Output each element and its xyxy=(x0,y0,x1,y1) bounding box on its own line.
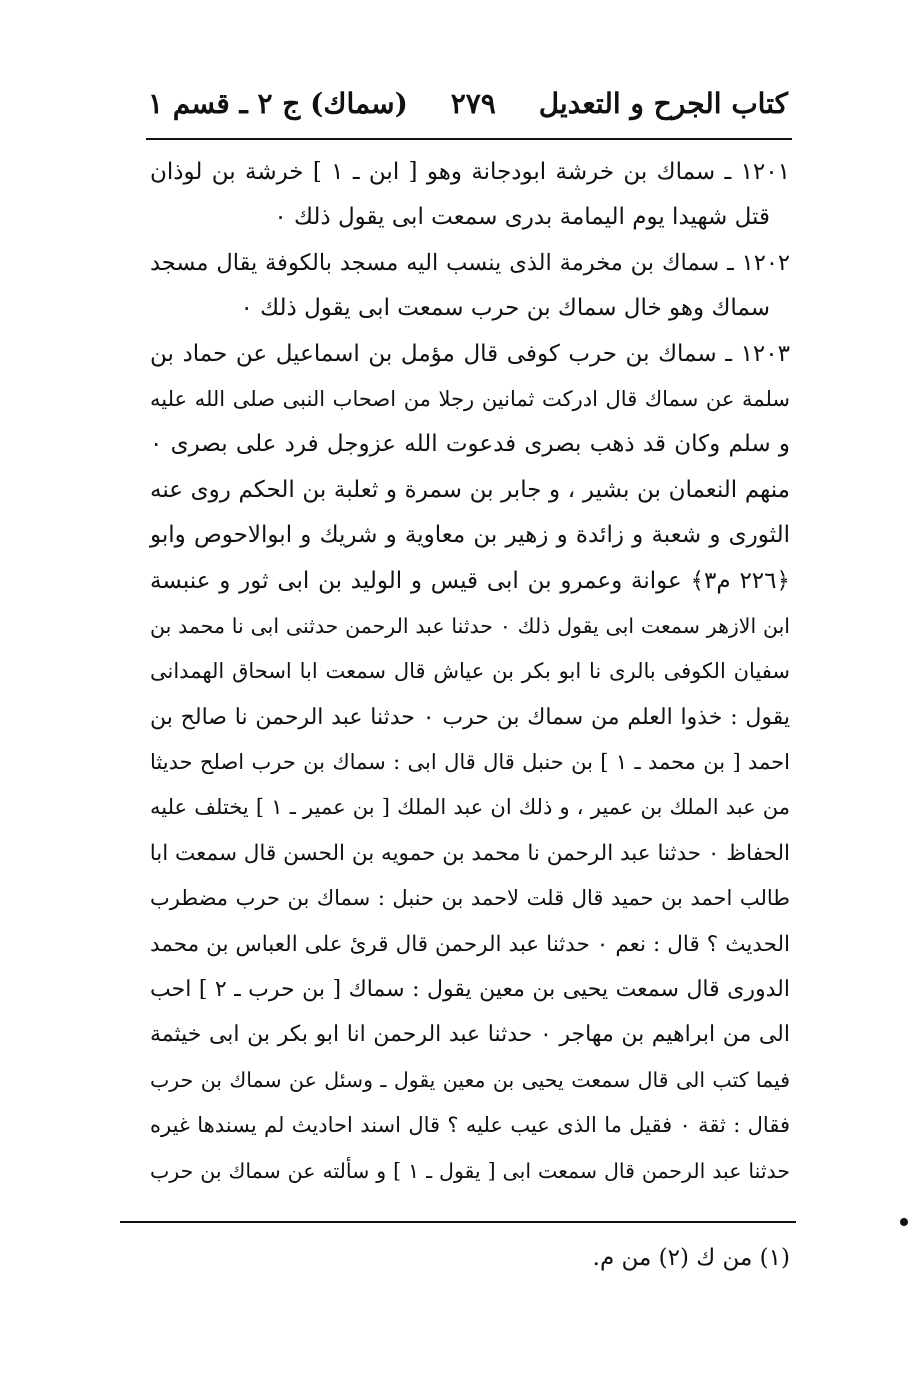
entry-1202-line-1: ١٢٠٢ ـ سماك بن مخرمة الذى ينسب اليه مسجد بالكوفة يقال مسجد xyxy=(150,249,790,276)
entry-1203-line-4: منهم النعمان بن بشير ، و جابر بن سمرة و ثعلبة بن الحكم روى عنه xyxy=(150,476,790,503)
entry-1203-line-13: طالب احمد بن حميد قال قلت لاحمد بن حنبل : سماك بن حرب مضطرب xyxy=(150,886,790,911)
running-header xyxy=(148,78,788,128)
footnote-rule xyxy=(120,1221,796,1223)
margin-mark xyxy=(900,1218,908,1226)
entry-1203-line-19: حدثنا عبد الرحمن قال سمعت ابى [ يقول ـ ١ ] و سألته عن سماك بن حرب xyxy=(150,1158,790,1183)
entry-1203-line-16: الى من ابراهيم بن مهاجر ٠ حدثنا عبد الرحمن انا ابو بكر بن ابى خيثمة xyxy=(150,1022,790,1048)
entry-1201-line-1: ١٢٠١ ـ سماك بن خرشة ابودجانة وهو [ ابن ـ ١ ] خرشة بن لوذان xyxy=(150,159,790,185)
footnote: (١) من ك (٢) من م. xyxy=(592,1245,790,1271)
entry-1203-line-5: الثورى و شعبة و زائدة و زهير بن معاوية و شريك و ابوالاحوص وابو xyxy=(150,522,790,549)
entry-1203-line-12: الحفاظ ٠ حدثنا عبد الرحمن نا محمد بن حمويه بن الحسن قال سمعت ابا xyxy=(149,840,790,866)
entry-1201-line-2: قتل شهيدا يوم اليمامة بدرى سمعت ابى يقول ذلك ٠ xyxy=(274,204,770,231)
entry-1203-line-14: الحديث ؟ قال : نعم ٠ حدثنا عبد الرحمن قال قرئ على العباس بن محمد xyxy=(150,931,790,957)
book-title: كتاب الجرح و التعديل xyxy=(538,86,788,120)
section-label: (سماك) ج ٢ ـ قسم ١ xyxy=(148,86,408,120)
header-rule xyxy=(146,138,792,140)
entry-1203-line-9: يقول : خذوا العلم من سماك بن حرب ٠ حدثنا عبد الرحمن نا صالح بن xyxy=(150,704,791,730)
entry-1203-line-18: فقال : ثقة ٠ فقيل ما الذى عيب عليه ؟ قال اسند احاديث لم يسندها غيره xyxy=(150,1113,790,1138)
entry-1203-line-2: سلمة عن سماك قال ادركت ثمانين رجلا من اصحاب النبى صلى الله عليه xyxy=(150,386,790,411)
main-text xyxy=(150,150,790,1194)
entry-1203-line-3: و سلم وكان قد ذهب بصرى فدعوت الله عزوجل فرد على بصرى ٠ xyxy=(150,431,790,458)
entry-1203-line-7: ابن الازهر سمعت ابى يقول ذلك ٠ حدثنا عبد الرحمن حدثنى ابى نا محمد بن xyxy=(150,613,791,638)
entry-1203-line-17: فيما كتب الى قال سمعت يحيى بن معين يقول ـ وسئل عن سماك بن حرب xyxy=(150,1067,790,1092)
entry-1203-line-8: سفيان الكوفى بالرى نا ابو بكر بن عياش قال سمعت ابا اسحاق الهمدانى xyxy=(150,659,790,684)
entry-1202-line-2: سماك وهو خال سماك بن حرب سمعت ابى يقول ذلك ٠ xyxy=(240,295,770,322)
entry-1203-line-15: الدورى قال سمعت يحيى بن معين يقول : سماك [ بن حرب ـ ٢ ] احب xyxy=(150,977,790,1003)
entry-1203-line-1: ١٢٠٣ ـ سماك بن حرب كوفى قال مؤمل بن اسماعيل عن حماد بن xyxy=(150,340,790,367)
entry-1203-line-10: احمد [ بن محمد ـ ١ ] بن حنبل قال قال ابى : سماك بن حرب اصلح حديثا xyxy=(150,750,790,775)
page-number: ٢٧٩ xyxy=(450,86,496,120)
entry-1203-line-11: من عبد الملك بن عمير ، و ذلك ان عبد الملك [ بن عمير ـ ١ ] يختلف عليه xyxy=(150,795,791,820)
entry-1203-line-6: ﴿٢٢٦ م٣﴾ عوانة وعمرو بن ابى قيس و الوليد بن ابى ثور و عنبسة xyxy=(150,567,790,594)
